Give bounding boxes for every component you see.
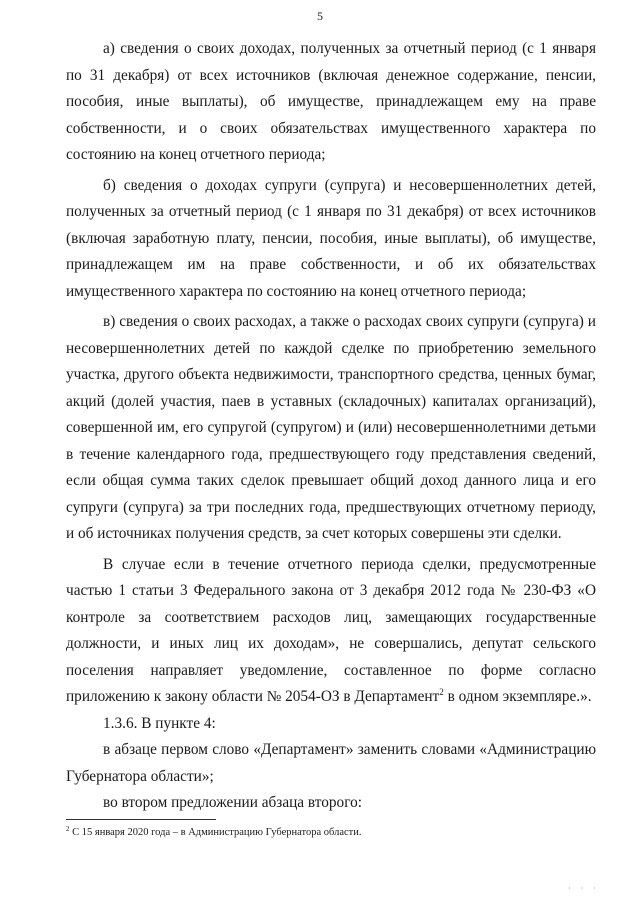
paragraph-v: в) сведения о своих расходах, а также о расходах своих супруги (супруга) и несовершеннолетних детей по каждой сделке по приобретению земельного участка, другого объекта недвижимости, транспортного средства, ценных бумаг, акций (долей участия, паев в уставных (складочных) капиталах организаций), совершенной им, его супругой (супругом) и (или) несовершеннолетними детьми в течение календарного года, предшествующего году представления сведений, если общая сумма таких сделок превышает общий доход данного лица и его супруги (супруга) за три последних года, предшествующих отчетному периоду, и об источниках получения средств, за счет которых совершены эти сделки. <box>66 313 596 542</box>
paragraph-no-transactions-text: В случае если в течение отчетного периода сделки, предусмотренные частью 1 статьи 3 Федерального закона от 3 декабря 2012 года № 230-ФЗ «О контроле за соответствием расходов лиц, замещающих государственные должности, и иных лиц их доходам», не совершались, депутат сельского поселения направляет уведомление, составленное по форме согласно приложению к закону области № 2054-ОЗ в Департамент <box>66 555 596 705</box>
footnote-reference: 2 <box>439 687 444 697</box>
scan-marks: · · · <box>568 884 600 893</box>
page-number: 5 <box>317 9 323 23</box>
footnote-text: С 15 января 2020 года – в Администрацию Губернатора области. <box>69 827 362 838</box>
document-body <box>66 36 596 817</box>
footnote-separator <box>66 819 216 820</box>
paragraph-no-transactions-tail: в одном экземпляре.». <box>443 688 592 705</box>
item-1-3-6: 1.3.6. В пункте 4: <box>103 714 216 732</box>
item-paragraph-first: в абзаце первом слово «Департамент» заменить словами «Администрацию Губернатора области»; <box>66 741 596 785</box>
footnote-marker: 2 <box>66 825 70 833</box>
item-paragraph-second: во втором предложении абзаца второго: <box>103 794 362 811</box>
paragraph-no-transactions <box>66 552 596 711</box>
footnote <box>66 826 362 839</box>
paragraph-b: б) сведения о доходах супруги (супруга) и несовершеннолетних детей, полученных за отчетный период (с 1 января по 31 декабря) от всех источников (включая заработную плату, пенсии, пособия, иные выплаты), об имуществе, принадлежащем им на праве собственности, и об их обязательствах имущественного характера по состоянию на конец отчетного периода; <box>66 176 596 300</box>
paragraph-a: а) сведения о своих доходах, полученных за отчетный период (с 1 января по 31 декабря) от всех источников (включая денежное содержание, пенсии, пособия, иные выплаты), об имуществе, принадлежащем ему на праве собственности, и о своих обязательствах имущественного характера по состоянию на конец отчетного периода; <box>66 40 596 163</box>
